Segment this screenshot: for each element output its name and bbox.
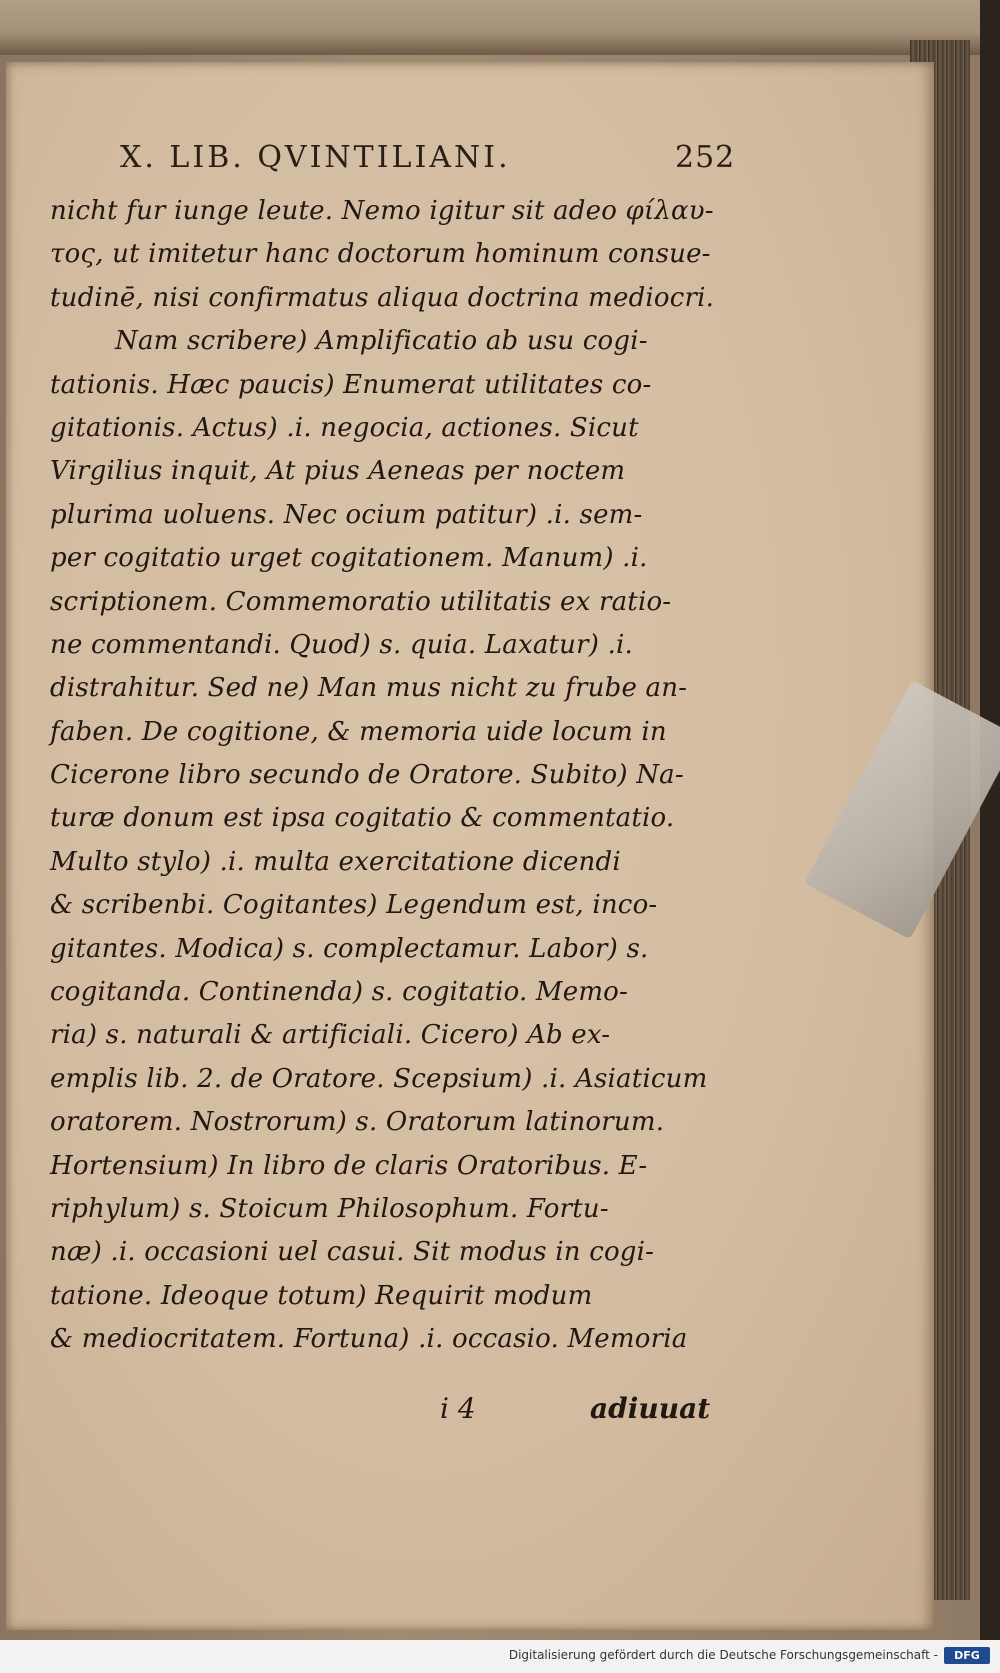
text-line: riphylum) s. Stoicum Philosophum. Fortu-: [50, 1193, 609, 1224]
text-line: Cicerone libro secundo de Oratore. Subito) Na-: [50, 760, 684, 791]
running-head: X. LIB. QVINTILIANI.: [120, 140, 511, 175]
text-line: distrahitur. Sed ne) Man mus nicht zu frube an-: [50, 673, 688, 704]
text-line: & mediocritatem. Fortuna) .i. occasio. Memoria: [50, 1324, 688, 1355]
text-line: τος, ut imitetur hanc doctorum hominum consue-: [50, 239, 711, 270]
text-line: turæ donum est ipsa cogitatio & commentatio.: [50, 803, 675, 834]
text-line: næ) .i. occasioni uel casui. Sit modus in cogi-: [50, 1237, 655, 1268]
text-line: nicht fur iunge leute. Nemo igitur sit adeo φίλαυ-: [50, 196, 714, 226]
catchword: adiuuat: [590, 1392, 711, 1425]
text-line: Hortensium) In libro de claris Oratoribus. E-: [50, 1150, 648, 1181]
body-text: [50, 190, 715, 1362]
funding-note: Digitalisierung gefördert durch die Deutsche Forschungsgemeinschaft -: [508, 1648, 938, 1662]
text-line: & scribenbi. Cogitantes) Legendum est, inco-: [50, 890, 658, 921]
text-line: emplis lib. 2. de Oratore. Scepsium) .i. Asiaticum: [50, 1063, 708, 1094]
digitization-footer: [0, 1640, 1000, 1673]
text-line: faben. De cogitione, & memoria uide locum in: [50, 716, 667, 747]
text-line: plurima uoluens. Nec ocium patitur) .i. sem-: [50, 499, 643, 530]
page-stack-top-edge: [0, 0, 980, 55]
text-line: scriptionem. Commemoratio utilitatis ex ratio-: [50, 586, 672, 617]
text-line: ria) s. naturali & artificiali. Cicero) Ab ex-: [50, 1020, 611, 1051]
text-line: per cogitatio urget cogitationem. Manum) .i.: [50, 543, 648, 574]
signature-mark: i 4: [440, 1392, 476, 1425]
page-number: 252: [675, 140, 736, 175]
text-line: oratorem. Nostrorum) s. Oratorum latinorum.: [50, 1107, 665, 1138]
text-line: gitantes. Modica) s. complectamur. Labor) s.: [50, 933, 649, 964]
text-line: tudinē, nisi confirmatus aliqua doctrina mediocri.: [50, 282, 715, 313]
text-line: Multo stylo) .i. multa exercitatione dicendi: [50, 846, 621, 877]
dfg-logo: DFG: [944, 1647, 990, 1664]
text-line: Virgilius inquit, At pius Aeneas per noctem: [50, 456, 626, 487]
text-line: gitationis. Actus) .i. negocia, actiones. Sicut: [50, 412, 639, 443]
text-line: tationis. Hæc paucis) Enumerat utilitates co-: [50, 369, 652, 400]
text-line: ne commentandi. Quod) s. quia. Laxatur) .i.: [50, 629, 634, 660]
text-line: tatione. Ideoque totum) Requirit modum: [50, 1280, 593, 1311]
text-line: cogitanda. Continenda) s. cogitatio. Memo-: [50, 977, 629, 1008]
text-line: Nam scribere) Amplificatio ab usu cogi-: [115, 326, 648, 357]
